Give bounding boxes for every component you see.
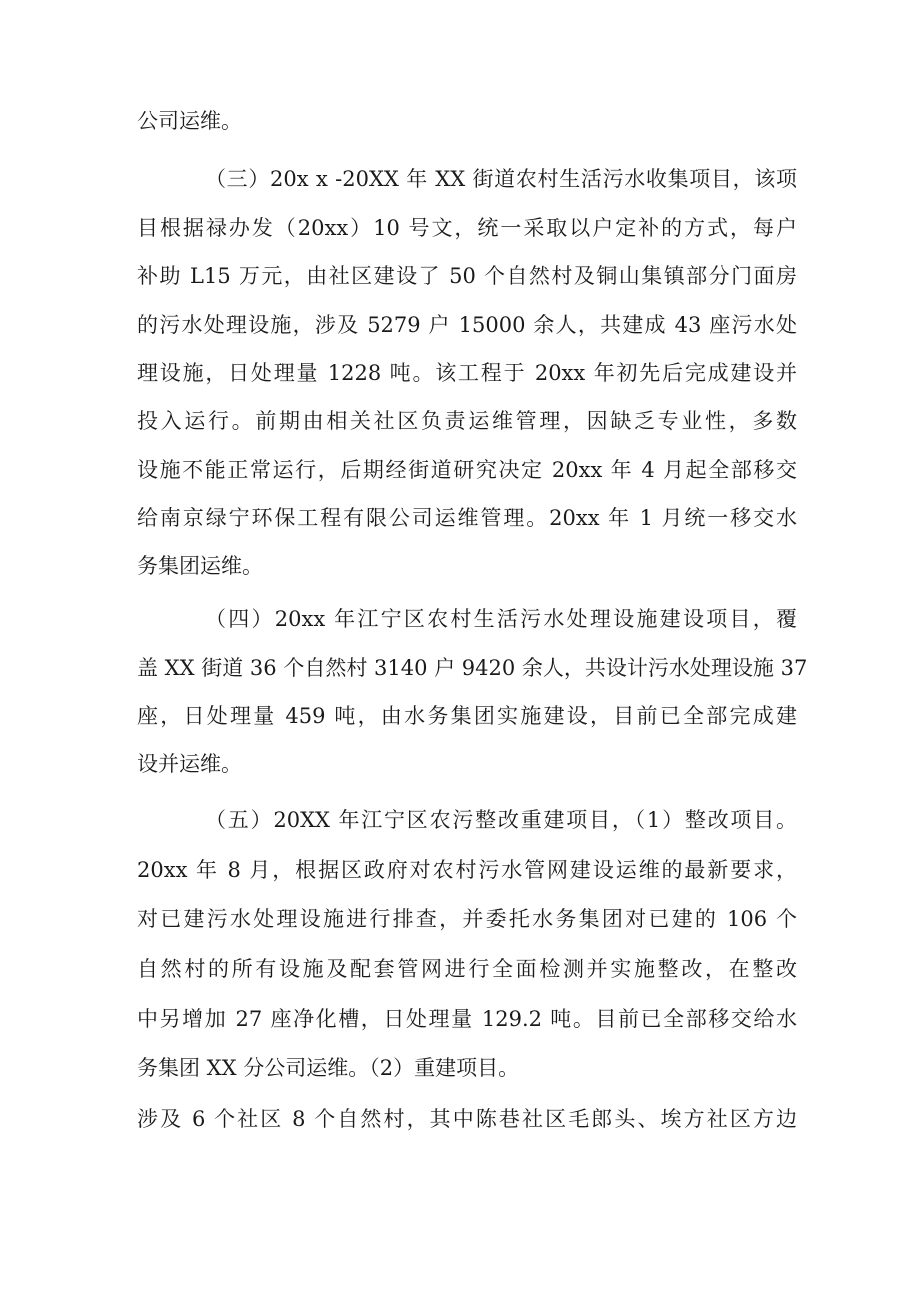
text-line: 理设施，日处理量 1228 吨。该工程于 20xx 年初先后完成建设并 bbox=[137, 361, 797, 385]
text-line: 设施不能正常运行，后期经街道研究决定 20xx 年 4 月起全部移交 bbox=[137, 458, 797, 482]
text-line: 目根据禄办发（20xx）10 号文，统一采取以户定补的方式，每户 bbox=[137, 216, 797, 240]
text-line: 中另增加 27 座净化槽，日处理量 129.2 吨。目前已全部移交给水 bbox=[137, 1007, 797, 1031]
text-line: 20xx 年 8 月，根据区政府对农村污水管网建设运维的最新要求， bbox=[137, 858, 797, 882]
text-line: 公司运维。 bbox=[137, 109, 242, 133]
text-line: 自然村的所有设施及配套管网进行全面检测并实施整改，在整改 bbox=[137, 957, 797, 981]
text-line: 涉及 6 个社区 8 个自然村，其中陈巷社区毛郎头、埃方社区方边 bbox=[137, 1107, 797, 1131]
text-line: （三）20x x -20XX 年 XX 街道农村生活污水收集项目，该项 bbox=[205, 167, 797, 191]
text-line: 务集团运维。 bbox=[137, 554, 263, 578]
text-line: 座，日处理量 459 吨，由水务集团实施建设，目前已全部完成建 bbox=[137, 704, 797, 728]
text-line: 给南京绿宁环保工程有限公司运维管理。20xx 年 1 月统一移交水 bbox=[137, 506, 797, 530]
text-line: 设并运维。 bbox=[137, 752, 242, 776]
text-line: （四）20xx 年江宁区农村生活污水处理设施建设项目，覆 bbox=[205, 607, 797, 631]
text-line: 务集团 XX 分公司运维。（2）重建项目。 bbox=[137, 1056, 520, 1080]
text-line: 盖 XX 街道 36 个自然村 3140 户 9420 余人，共设计污水处理设施 37 bbox=[137, 656, 808, 680]
text-line: 的污水处理设施，涉及 5279 户 15000 余人，共建成 43 座污水处 bbox=[137, 313, 797, 337]
text-line: 对已建污水处理设施进行排查，并委托水务集团对已建的 106 个 bbox=[137, 907, 797, 931]
text-line: （五）20XX 年江宁区农污整改重建项目，（1）整改项目。 bbox=[205, 808, 797, 832]
text-line: 投入运行。前期由相关社区负责运维管理，因缺乏专业性，多数 bbox=[137, 409, 797, 433]
text-line: 补助 L15 万元，由社区建设了 50 个自然村及铜山集镇部分门面房 bbox=[137, 264, 797, 288]
